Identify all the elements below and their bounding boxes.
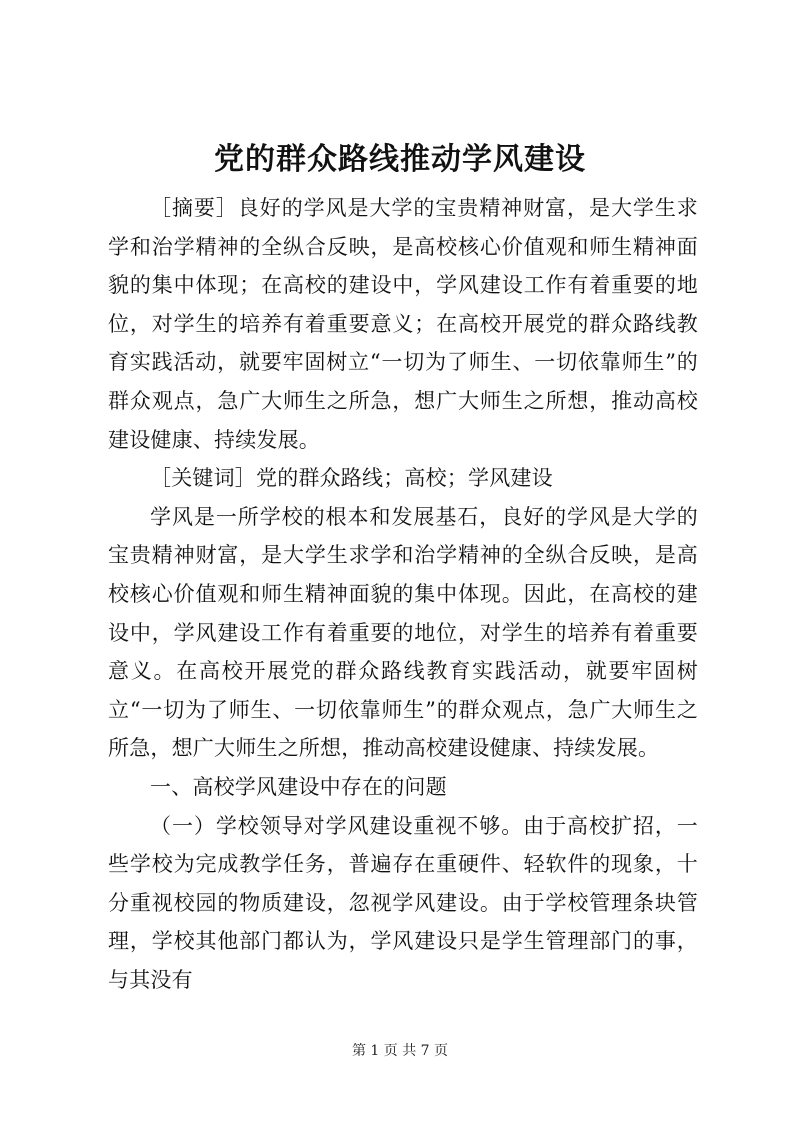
document-title: 党的群众路线推动学风建设 [214,142,586,177]
section-heading: 一、高校学风建设中存在的问题 [150,774,447,799]
document-body [108,189,698,999]
page-footer: 第 1 页 共 7 页 [351,1043,449,1059]
abstract-paragraph: ［摘要］良好的学风是大学的宝贵精神财富，是大学生求学和治学精神的全纵合反映，是高校核心价值观和师生精神面貌的集中体现；在高校的建设中，学风建设工作有着重要的地位，对学生的培养有着重要意义；在高校开展党的群众路线教育实践活动，就要牢固树立“一切为了师生、一切依靠师生”的群众观点，急广大师生之所急，想广大师生之所想，推动高校建设健康、持续发展。 [108,196,698,452]
section-paragraph: （一）学校领导对学风建设重视不够。由于高校扩招，一些学校为完成教学任务，普遍存在重硬件、轻软件的现象，十分重视校园的物质建设，忽视学风建设。由于学校管理条块管理，学校其他部门都认为，学风建设只是学生管理部门的事，与其没有 [108,813,698,992]
keywords-paragraph: ［关键词］党的群众路线；高校；学风建设 [150,466,553,491]
intro-paragraph: 学风是一所学校的根本和发展基石，良好的学风是大学的宝贵精神财富，是大学生求学和治学精神的全纵合反映，是高校核心价值观和师生精神面貌的集中体现。因此，在高校的建设中，学风建设工作有着重要的地位，对学生的培养有着重要意义。在高校开展党的群众路线教育实践活动，就要牢固树立“一切为了师生、一切依靠师生”的群众观点，急广大师生之所急，想广大师生之所想，推动高校建设健康、持续发展。 [108,504,698,761]
